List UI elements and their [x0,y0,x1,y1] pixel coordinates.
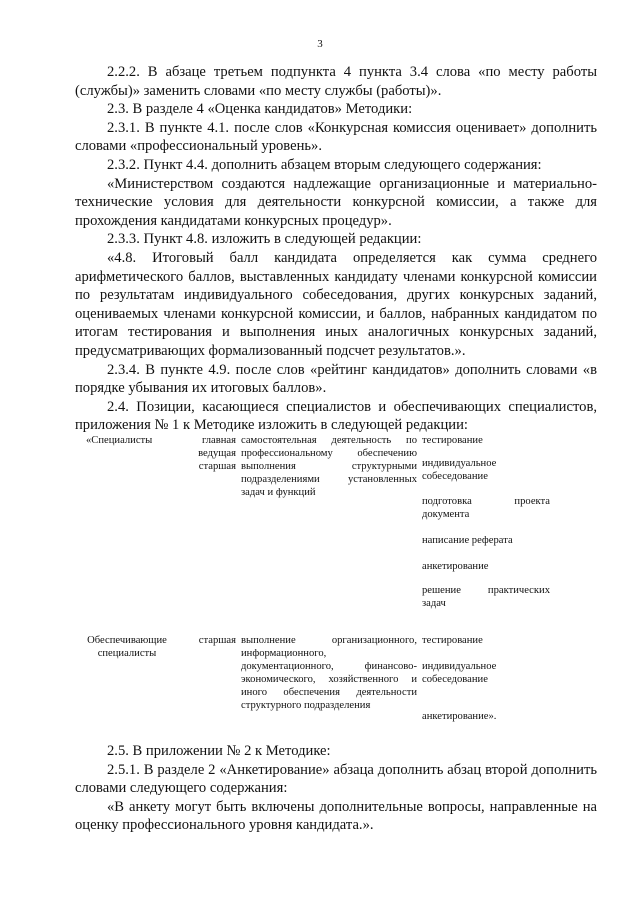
method-essay: написание реферата [422,535,513,546]
method-interview: индивидуальное собеседование [422,458,497,482]
page-number: 3 [317,38,323,50]
paragraph-quote-questionnaire: «В анкету могут быть включены дополнительные вопросы, направленные на оценку профессионального уровня кандидата.». [75,798,597,834]
category-specialists: «Специалисты [86,435,153,446]
paragraph-2-3-2: 2.3.2. Пункт 4.4. дополнить абзацем вторым следующего содержания: [107,156,542,173]
method-testing-2: тестирование [422,635,483,646]
paragraph-2-4: 2.4. Позиции, касающиеся специалистов и обеспечивающих специалистов, приложения № 1 к Методике изложить в следующей редакции: [75,398,597,434]
paragraph-quote-4-8: «4.8. Итоговый балл кандидата определяется как сумма среднего арифметического баллов, выставленных кандидату членами конкурсной комиссии по результатам индивидуального собеседования, других конкурсных заданий, оцениваемых членами конкурсной комиссии, и баллов, набранных кандидатом по итогам тестирования и выполнения иных аналогичных конкурсных заданий, предусматривающих формализованный подсчет результатов.». [75,249,597,359]
method-testing: тестирование [422,435,483,446]
paragraph-2-3: 2.3. В разделе 4 «Оценка кандидатов» Методики: [107,101,413,118]
group-leading: ведущая [198,448,236,459]
method-questionnaire: анкетирование [422,561,489,572]
group-senior: старшая [198,461,236,472]
method-draft-document: подготовка проекта документа [422,496,550,520]
category-support-specialists: Обеспечивающие специалисты [87,635,167,659]
paragraph-2-5-1: 2.5.1. В разделе 2 «Анкетирование» абзаца дополнить абзац второй дополнить словами следующего содержания: [75,761,597,797]
paragraph-2-2-2: 2.2.2. В абзаце третьем подпункта 4 пункта 3.4 слова «по месту работы (службы)» заменить словами «по месту службы (работы)». [75,64,597,99]
function-specialists: самостоятельная деятельность по профессиональному обеспечению выполнения структурными подразделениями установленных задач и функций [241,435,417,498]
group-main: главная [201,435,236,446]
paragraph-quote-4-4: «Министерством создаются надлежащие организационные и материально-технические условия для деятельности конкурсной комиссии, а также для прохождения кандидатами конкурсных процедур». [75,175,597,229]
paragraph-2-3-3: 2.3.3. Пункт 4.8. изложить в следующей редакции: [107,231,422,248]
paragraph-2-5: 2.5. В приложении № 2 к Методике: [107,743,331,759]
group-senior-2: старшая [198,635,236,646]
paragraph-2-3-4: 2.3.4. В пункте 4.9. после слов «рейтинг кандидатов» дополнить словами «в порядке убывания их итоговых баллов». [75,361,597,397]
function-support: выполнение организационного, информационного, документационного, финансово-экономического, хозяйственного и иного обеспечения деятельности структурного подразделения [241,635,417,711]
method-questionnaire-2: анкетирование». [422,711,497,722]
method-interview-2: индивидуальное собеседование [422,661,497,685]
paragraph-2-3-1: 2.3.1. В пункте 4.1. после слов «Конкурсная комиссия оценивает» дополнить словами «профессиональный уровень». [75,119,597,155]
body-text-bottom [75,742,597,835]
method-practical-tasks: решение практических задач [422,585,550,609]
